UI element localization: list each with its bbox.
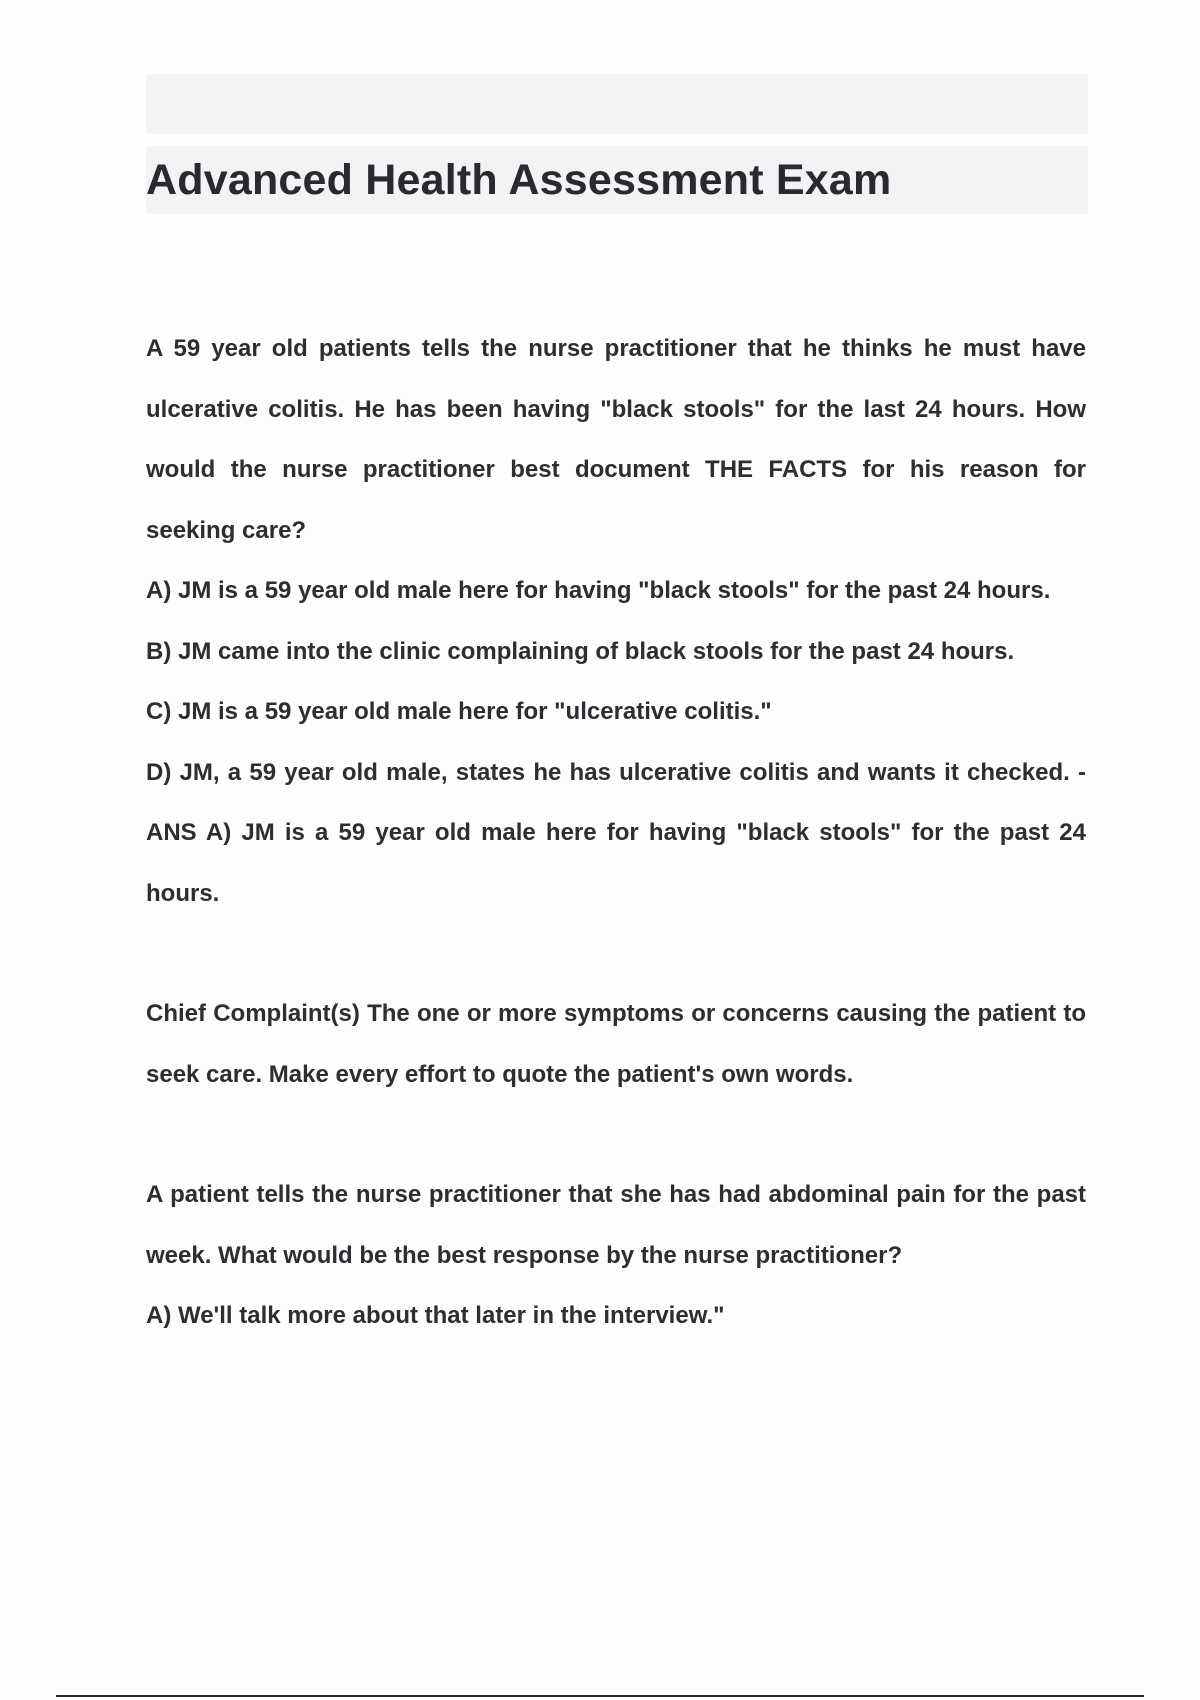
document-title: Advanced Health Assessment Exam [146,156,892,204]
question-1-option-c: C) JM is a 59 year old male here for "ulcerative colitis." [146,698,772,725]
question-1-option-b: B) JM came into the clinic complaining of black stools for the past 24 hours. [146,637,1015,665]
paragraph-gap [146,924,1086,984]
paragraph-gap [146,1105,1086,1165]
chief-complaint-definition: Chief Complaint(s) The one or more symptoms or concerns causing the patient to seek care. Make every effort to quote the patient's own words. [146,1000,1086,1088]
header-band [146,74,1088,134]
document-body [146,319,1086,1347]
question-1-stem: A 59 year old patients tells the nurse practitioner that he thinks he must have ulcerative colitis. He has been having "black stools" for the last 24 hours. How would the nurse practitioner best document THE FACTS for his reason for seeking care? [146,335,1086,544]
question-1-option-d-answer: D) JM, a 59 year old male, states he has ulcerative colitis and wants it checked. - ANS A) JM is a 59 year old male here for having "black stools" for the past 24 hours. [146,758,1086,907]
question-2-option-a: A) We'll talk more about that later in the interview." [146,1302,725,1329]
page-bottom-rule [56,1695,1144,1697]
question-2-stem: A patient tells the nurse practitioner that she has had abdominal pain for the past week. What would be the best response by the nurse practitioner? [146,1181,1086,1269]
question-1-option-a: A) JM is a 59 year old male here for having "black stools" for the past 24 hours. [146,577,1051,604]
